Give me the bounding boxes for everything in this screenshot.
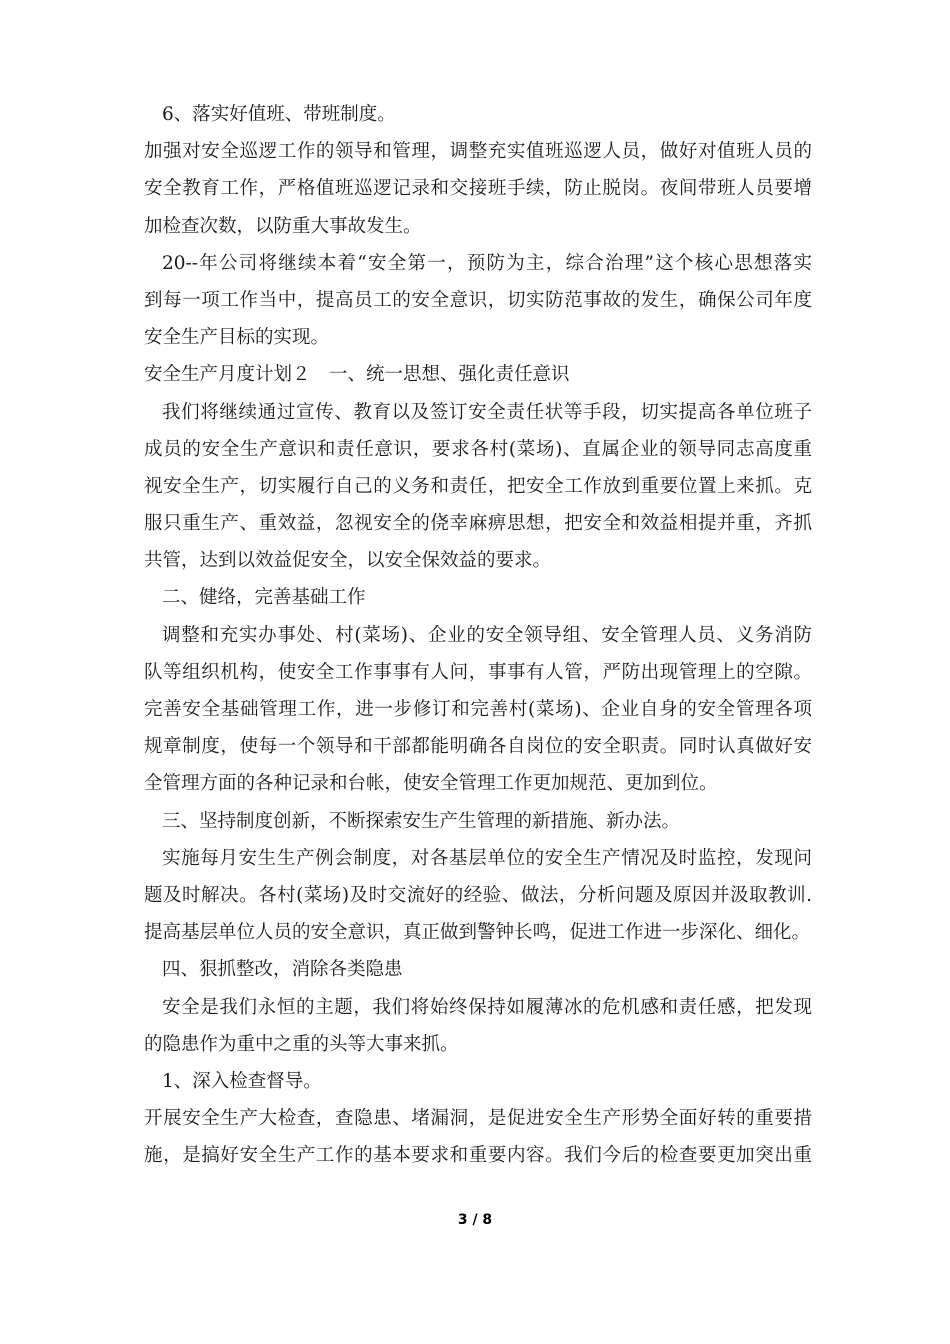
text-line: 视安全生产，切实履行自己的义务和责任，把安全工作放到重要位置上来抓。克 <box>144 475 812 497</box>
text-line: 我们将继续通过宣传、教育以及签订安全责任状等手段，切实提高各单位班子 <box>162 401 812 423</box>
text-line: 安全生产月度计划２ 一、统一思想、强化责任意识 <box>144 364 570 386</box>
text-line: 加强对安全巡逻工作的领导和管理，调整充实值班巡逻人员，做好对值班人员的 <box>144 141 812 163</box>
text-line: 安全生产目标的实现。 <box>144 327 330 349</box>
text-line: 实施每月安生生产例会制度，对各基层单位的安全生产情况及时监控，发现问 <box>162 847 812 869</box>
text-line: 共管，达到以效益促安全，以安全保效益的要求。 <box>144 550 552 572</box>
text-line: 施，是搞好安全生产工作的基本要求和重要内容。我们今后的检查要更加突出重 <box>144 1145 812 1167</box>
text-line: 调整和充实办事处、村(菜场)、企业的安全领导组、安全管理人员、义务消防 <box>162 624 812 646</box>
text-line: 6、落实好值班、带班制度。 <box>162 104 396 125</box>
text-line: 服只重生产、重效益，忽视安全的侥幸麻痹思想，把安全和效益相提并重，齐抓 <box>144 513 812 535</box>
text-line: 题及时解决。各村(菜场)及时交流好的经验、做法，分析问题及原因并汲取教训. <box>144 884 812 906</box>
text-line: 三、坚持制度创新，不断探索安生产生管理的新措施、新办法。 <box>162 810 681 832</box>
text-line: 加检查次数，以防重大事故发生。 <box>144 215 422 237</box>
text-line: 成员的安全生产意识和责任意识，要求各村(菜场)、直属企业的领导同志高度重 <box>144 438 812 460</box>
text-line: 开展安全生产大检查，查隐患、堵漏洞，是促进安全生产形势全面好转的重要措 <box>144 1108 812 1130</box>
text-line: 1、深入检查督导。 <box>162 1070 322 1092</box>
text-line: 规章制度，使每一个领导和干部都能明确各自岗位的安全职责。同时认真做好安 <box>144 736 812 758</box>
document-body <box>144 96 812 1174</box>
text-line: 全管理方面的各种记录和台帐，使安全管理工作更加规范、更加到位。 <box>144 773 718 795</box>
text-line: 到每一项工作当中，提高员工的安全意识，切实防范事故的发生，确保公司年度 <box>144 289 812 311</box>
text-line: 二、健络，完善基础工作 <box>162 587 366 609</box>
text-line: 的隐患作为重中之重的头等大事来抓。 <box>144 1033 459 1055</box>
text-line: 安全教育工作，严格值班巡逻记录和交接班手续，防止脱岗。夜间带班人员要增 <box>144 178 812 200</box>
text-line: 完善安全基础管理工作，进一步修订和完善村(菜场)、企业自身的安全管理各项 <box>144 699 812 720</box>
text-line: 四、狠抓整改，消除各类隐患 <box>162 959 403 981</box>
text-line: 安全是我们永恒的主题，我们将始终保持如履薄冰的危机感和责任感，把发现 <box>162 996 812 1018</box>
text-line: 提高基层单位人员的安全意识，真正做到警钟长鸣，促进工作进一步深化、细化。 <box>144 922 811 944</box>
text-line: 队等组织机构，使安全工作事事有人问，事事有人管，严防出现管理上的空隙。 <box>144 661 812 683</box>
page-number: 3 / 8 <box>457 1212 493 1228</box>
text-line: 20--年公司将继续本着“安全第一，预防为主，综合治理”这个核心思想落实 <box>162 252 812 274</box>
